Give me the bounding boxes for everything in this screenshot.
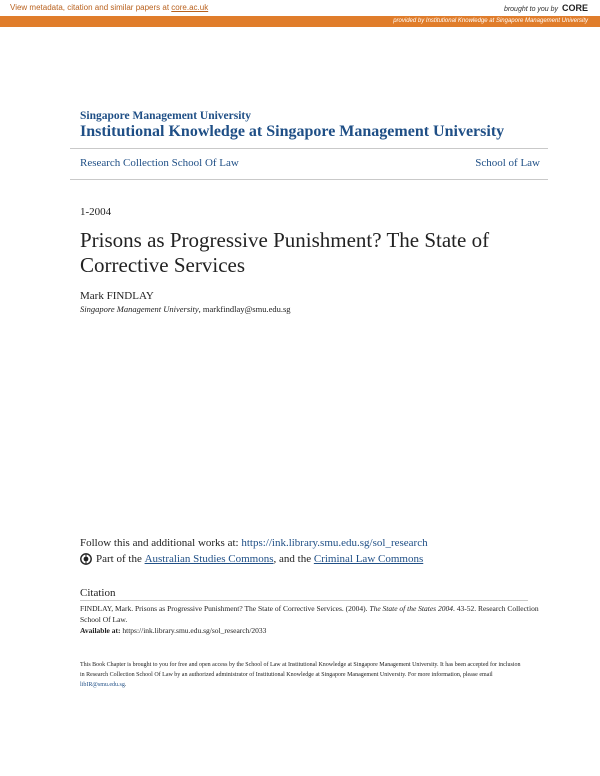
author-name: Mark FINDLAY <box>80 290 154 302</box>
core-banner <box>0 0 600 17</box>
collection-nav <box>80 157 540 169</box>
core-provided-bar <box>0 16 600 27</box>
part-of-middle: , and the <box>273 553 312 565</box>
school-link[interactable]: School of Law <box>475 157 540 169</box>
citation-heading: Citation <box>80 587 116 599</box>
publication-date: 1-2004 <box>80 206 112 218</box>
divider <box>70 179 548 180</box>
author-email: , markfindlay@smu.edu.sg <box>198 304 291 314</box>
access-notice-text: This Book Chapter is brought to you for free and open access by the School of Law at Institutional Knowledge at Singapore Management University. It has been accepted for inclusion in Research Collection School Of Law by an authorized administrator of Institutional Knowledge at Singapore Management University. For more information, please email <box>80 662 521 678</box>
core-link-prefix: View metadata, citation and similar papers at <box>10 3 172 12</box>
available-label: Available at: <box>80 626 121 635</box>
citation-part1: FINDLAY, Mark. Prisons as Progressive Punishment? The State of Corrective Services. (2004). <box>80 604 370 613</box>
university-link[interactable]: Singapore Management University <box>80 110 252 122</box>
repository-title-link[interactable]: Institutional Knowledge at Singapore Management University <box>80 123 505 140</box>
core-brought-by[interactable] <box>504 3 588 13</box>
core-brought-text: brought to you by <box>503 6 559 13</box>
core-logo[interactable]: CORE <box>561 3 588 13</box>
core-link[interactable]: core.ac.uk <box>171 3 209 12</box>
part-of-line <box>80 553 423 565</box>
commons-network-icon <box>80 553 92 565</box>
part-of-prefix: Part of the <box>96 553 142 565</box>
affiliation-institution: Singapore Management University <box>80 304 199 314</box>
repository-header <box>80 110 550 141</box>
access-notice-end: . <box>124 682 127 688</box>
document-title: Prisons as Progressive Punishment? The State of Corrective Services <box>80 228 490 277</box>
follow-text: Follow this and additional works at: <box>80 537 242 549</box>
collection-link[interactable]: Research Collection School Of Law <box>80 157 239 169</box>
core-metadata-link-line <box>10 3 208 12</box>
divider <box>80 600 528 601</box>
criminal-law-commons-link[interactable]: Criminal Law Commons <box>313 553 424 565</box>
core-provided-text: provided by Institutional Knowledge at Singapore Management University <box>393 18 588 24</box>
divider <box>70 148 548 149</box>
citation-text <box>80 603 540 636</box>
author-affiliation <box>80 304 291 314</box>
citation-part2: . 43-52. Research Collection School Of Law. <box>80 604 539 624</box>
follow-link[interactable]: https://ink.library.smu.edu.sg/sol_research <box>241 537 428 549</box>
follow-line <box>80 537 428 549</box>
citation-source: The State of the States 2004 <box>369 604 453 613</box>
access-notice <box>80 660 525 690</box>
library-email-link[interactable]: libIR@smu.edu.sg <box>80 682 125 688</box>
australian-studies-commons-link[interactable]: Australian Studies Commons <box>144 553 274 565</box>
available-url[interactable]: https://ink.library.smu.edu.sg/sol_research/2033 <box>120 626 267 635</box>
